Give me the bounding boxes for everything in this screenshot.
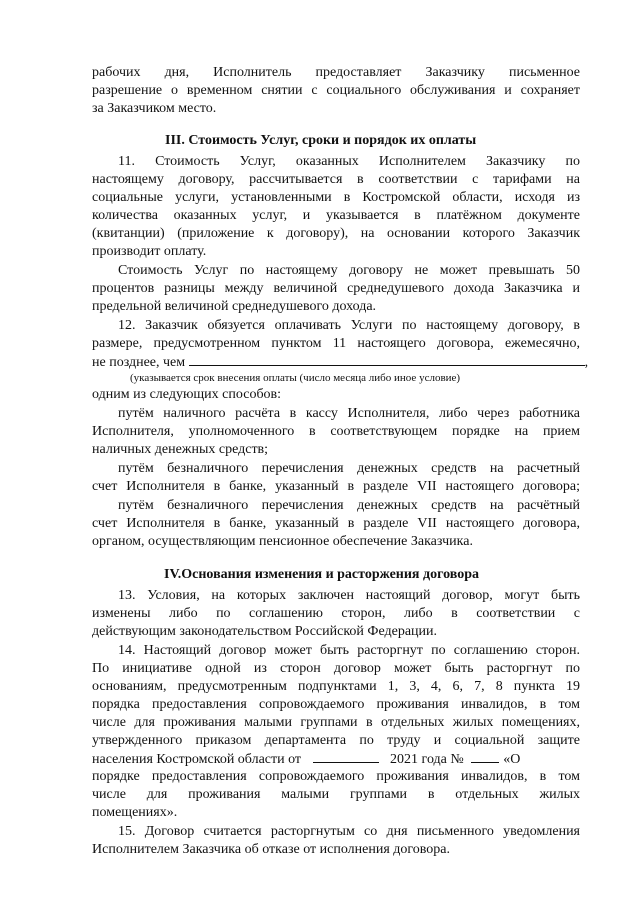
paragraph-11-line: производит оплату. — [92, 244, 207, 259]
section-3-heading: III. Стоимость Услуг, сроки и порядок их оплаты — [165, 133, 477, 148]
paragraph-11-line: настоящему договору, рассчитывается в соответствии с тарифами на — [92, 172, 580, 187]
paragraph-11-line: (квитанции) (приложение к договору), на основании которого Заказчик — [92, 226, 580, 241]
method-cash-line: путём наличного расчёта в кассу Исполнителя, либо через работника — [118, 406, 580, 421]
intro-line: рабочих дня, Исполнитель предоставляет Заказчику письменное — [92, 65, 580, 80]
intro-line: за Заказчиком место. — [92, 101, 217, 116]
intro-line: разрешение о временном снятии с социального обслуживания и сохраняет — [92, 83, 580, 98]
paragraph-14-line: числе для проживания малыми группами в отдельных жилых помещениях, — [92, 715, 580, 730]
paragraph-13-line: действующим законодательством Российской Федерации. — [92, 624, 438, 639]
order-text-b: 2021 года № — [390, 752, 464, 767]
paragraph-14-line: утвержденного приказом департамента по труду и социальной защите — [92, 733, 580, 748]
order-text-a: населения Костромской области от — [92, 752, 302, 767]
paragraph-14-line: помещениях». — [92, 805, 178, 820]
paragraph-14-line: порядка предоставления сопровождаемого проживания инвалидов, в том — [92, 697, 580, 712]
method-cash-line: наличных денежных средств; — [92, 442, 269, 457]
paragraph-14-line: порядке предоставления сопровождаемого проживания инвалидов, в том — [92, 769, 580, 784]
paragraph-11-line: 11. Стоимость Услуг, оказанных Исполнителем Заказчику по — [118, 154, 580, 169]
order-text-c: «О — [503, 752, 521, 767]
paragraph-cost-line: процентов разницы между величиной среднедушевого дохода Заказчика и — [92, 281, 580, 296]
paragraph-11-line: социальные услуги, установленными в Костромской области, исходя из — [92, 190, 580, 205]
deadline-suffix: , — [584, 355, 589, 370]
paragraph-12-deadline — [92, 353, 589, 372]
paragraph-14-line: числе для проживания малыми группами в отдельных жилых — [92, 787, 580, 802]
paragraph-11-line: количества оказанных услуг, и указывается в платёжном документе — [92, 208, 580, 223]
paragraph-14-line: По инициативе одной из сторон договор может быть расторгнут по — [92, 661, 580, 676]
paragraph-12-line: размере, предусмотренном пунктом 11 настоящего договора, ежемесячно, — [92, 336, 580, 351]
deadline-prefix: не позднее, чем — [92, 355, 186, 370]
paragraph-12-line: 12. Заказчик обязуется оплачивать Услуги по настоящему договору, в — [118, 318, 580, 333]
section-4-heading: IV.Основания изменения и расторжения договора — [164, 567, 479, 582]
method-pension-line: путём безналичного перечисления денежных средств на расчётный — [118, 498, 580, 513]
method-cash-line: Исполнителя, уполномоченного в соответствующем порядке на прием — [92, 424, 580, 439]
paragraph-14-line: основаниям, предусмотренным подпунктами 1, 3, 4, 6, 7, 8 пункта 19 — [92, 679, 580, 694]
method-pension-line: органом, осуществляющим пенсионное обеспечение Заказчика. — [92, 534, 473, 549]
method-bank-line: счет Исполнителя в банке, указанный в разделе VII настоящего договора; — [92, 479, 580, 494]
paragraph-cost-line: предельной величиной среднедушевого дохода. — [92, 299, 377, 314]
method-pension-line: счет Исполнителя в банке, указанный в разделе VII настоящего договора, — [92, 516, 580, 531]
order-number-blank — [471, 750, 499, 763]
paragraph-14-line: 14. Настоящий договор может быть расторгнут по соглашению сторон. — [118, 643, 580, 658]
paragraph-14-order-line — [92, 750, 580, 769]
paragraph-15-line: Исполнителем Заказчика об отказе от исполнения договора. — [92, 842, 451, 857]
method-bank-line: путём безналичного перечисления денежных средств на расчетный — [118, 461, 580, 476]
deadline-caption: (указывается срок внесения оплаты (число месяца либо иное условие) — [130, 372, 461, 384]
payment-methods-intro: одним из следующих способов: — [92, 387, 282, 402]
order-date-blank — [313, 750, 379, 763]
paragraph-15-line: 15. Договор считается расторгнутым со дня письменного уведомления — [118, 824, 580, 839]
paragraph-cost-line: Стоимость Услуг по настоящему договору не может превышать 50 — [118, 263, 580, 278]
paragraph-13-line: 13. Условия, на которых заключен настоящий договор, могут быть — [118, 588, 580, 603]
paragraph-13-line: изменены либо по соглашению сторон, либо в соответствии с — [92, 606, 580, 621]
deadline-blank — [189, 353, 585, 366]
